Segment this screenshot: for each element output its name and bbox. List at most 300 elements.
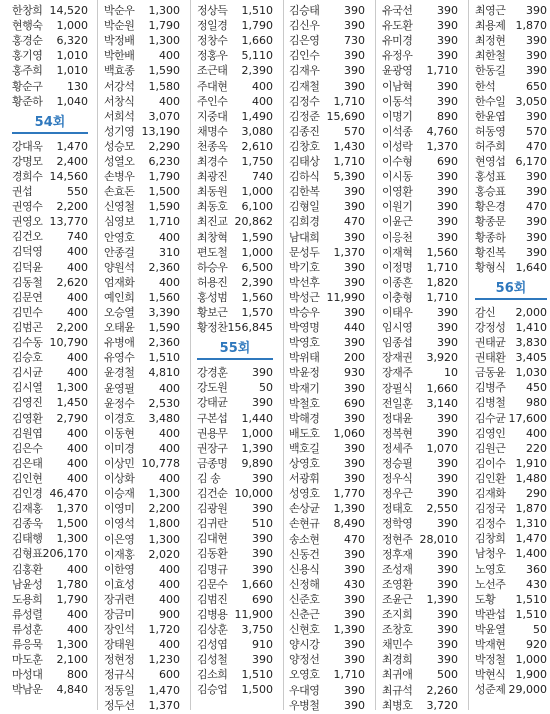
- donation-amount: 740: [67, 230, 88, 244]
- donor-name: 윤정수: [104, 396, 135, 410]
- donor-name: 박관섭: [475, 607, 506, 621]
- donor-name: 강정성: [475, 320, 506, 334]
- donor-name: 금종명: [197, 456, 228, 470]
- donation-amount: 390: [437, 487, 458, 501]
- donation-amount: 3,140: [426, 396, 458, 410]
- donor-name: 박기호: [289, 260, 320, 274]
- donation-amount: 400: [159, 472, 180, 486]
- donor-name: 김인현: [12, 471, 43, 485]
- donation-amount: 400: [67, 366, 88, 380]
- donation-amount: 390: [437, 547, 458, 561]
- donor-name: 김신우: [289, 19, 320, 33]
- donor-name: 손상균: [289, 502, 320, 516]
- donation-amount: 390: [252, 471, 273, 485]
- donation-amount: 1,710: [333, 155, 365, 168]
- donation-amount: 930: [344, 366, 365, 380]
- donor-name: 김수동: [12, 336, 43, 349]
- donor-name: 허주희: [475, 139, 506, 153]
- donation-amount: 1,370: [56, 502, 88, 516]
- donor-name: 김 송: [197, 471, 221, 485]
- donation-amount: 1,390: [426, 592, 458, 606]
- donor-name: 정우식: [382, 472, 413, 486]
- donor-column-1: [12, 0, 88, 710]
- donor-name: 손효돈: [104, 185, 135, 199]
- donor-name: 김정준: [289, 109, 320, 123]
- donor-name: 김건오: [12, 230, 43, 244]
- donor-name: 오승열: [104, 306, 135, 319]
- donor-name: 강명모: [12, 154, 43, 168]
- donation-amount: 390: [526, 64, 547, 78]
- donor-name: 권영수: [12, 200, 43, 214]
- donor-name: 장귀련: [104, 592, 135, 606]
- donor-name: 이재혁: [382, 245, 413, 259]
- donation-amount: 1,300: [56, 638, 88, 651]
- donation-amount: 730: [344, 34, 365, 48]
- donor-name: 조근태: [197, 64, 228, 78]
- donation-amount: 1,790: [148, 170, 180, 184]
- donation-amount: 1,300: [148, 4, 180, 17]
- donation-amount: 390: [437, 653, 458, 667]
- donor-name: 천종옥: [197, 139, 228, 153]
- donor-name: 유도환: [382, 19, 413, 33]
- donation-amount: 1,510: [515, 607, 547, 621]
- donor-column-3: [197, 0, 273, 710]
- donor-name: 하승우: [197, 260, 228, 274]
- donation-amount: 390: [252, 502, 273, 516]
- donor-name: 김영진: [12, 396, 43, 410]
- donation-amount: 400: [526, 426, 547, 440]
- donation-amount: 390: [344, 698, 365, 712]
- donation-amount: 1,000: [56, 19, 88, 33]
- donation-amount: 3,405: [515, 351, 547, 365]
- donor-name: 최한철: [475, 49, 506, 63]
- donor-name: 정현정: [104, 653, 135, 667]
- donation-amount: 910: [252, 638, 273, 651]
- donor-name: 김정수: [289, 94, 320, 108]
- donation-amount: 400: [67, 622, 88, 636]
- donation-amount: 4,840: [56, 683, 88, 697]
- donor-name: 정동일: [104, 683, 135, 697]
- donation-amount: 6,170: [515, 155, 547, 168]
- donation-amount: 1,770: [333, 487, 365, 501]
- donation-amount: 6,100: [241, 200, 273, 214]
- donation-amount: 1,660: [241, 34, 273, 48]
- donation-amount: 390: [252, 547, 273, 561]
- donor-name: 윤경철: [104, 366, 135, 380]
- donor-name: 김병용: [197, 607, 228, 621]
- session-header-title: 56회: [495, 280, 527, 296]
- donor-name: 성준제: [475, 683, 506, 697]
- donation-amount: 1,510: [515, 592, 547, 606]
- donation-amount: 310: [159, 245, 180, 259]
- session-header: [12, 108, 88, 138]
- donor-name: 문성두: [289, 245, 320, 259]
- donor-name: 정승필: [382, 457, 413, 470]
- donation-amount: 400: [67, 456, 88, 470]
- donor-name: 김시균: [12, 366, 43, 380]
- donation-amount: 390: [252, 532, 273, 546]
- donor-name: 김승호: [12, 351, 43, 365]
- donor-name: 한창희: [12, 4, 43, 17]
- donation-amount: 1,490: [241, 109, 273, 123]
- donation-amount: 1,710: [333, 94, 365, 108]
- donation-amount: 1,580: [148, 79, 180, 93]
- donation-amount: 10: [444, 366, 458, 380]
- donor-name: 홍성표: [475, 170, 506, 184]
- donation-amount: 1,000: [241, 185, 273, 199]
- donation-amount: 390: [344, 638, 365, 652]
- donation-amount: 3,830: [515, 336, 547, 349]
- donation-amount: 14,560: [49, 169, 88, 183]
- donation-amount: 1,710: [426, 290, 458, 304]
- donor-row: [289, 697, 365, 714]
- column-divider: [190, 0, 191, 710]
- donation-amount: 390: [437, 34, 458, 48]
- donor-name: 이효성: [104, 577, 135, 591]
- donor-name: 백호길: [289, 441, 320, 455]
- donation-amount: 390: [526, 215, 547, 229]
- donor-name: 김원엽: [12, 426, 43, 440]
- donation-amount: 390: [437, 321, 458, 335]
- donation-amount: 3,390: [148, 306, 180, 319]
- donor-name: 김원근: [475, 441, 506, 455]
- donor-column-6: [475, 0, 547, 710]
- donor-name: 최병호: [382, 698, 413, 712]
- donor-name: 조영환: [382, 577, 413, 591]
- donor-name: 김민수: [12, 305, 43, 319]
- donor-name: 김인경: [12, 487, 43, 500]
- donor-name: 채민수: [382, 638, 413, 652]
- donation-amount: 2,550: [426, 502, 458, 516]
- donor-name: 장필식: [382, 381, 413, 395]
- donor-name: 박철호: [289, 396, 320, 410]
- donation-amount: 1,590: [241, 230, 273, 244]
- donation-amount: 1,300: [56, 532, 88, 546]
- donation-amount: 390: [437, 185, 458, 199]
- donor-name: 김형표: [12, 547, 43, 561]
- donation-amount: 390: [437, 170, 458, 184]
- donation-amount: 390: [526, 49, 547, 63]
- donor-name: 엄재화: [104, 275, 135, 289]
- donor-name: 박윤정: [289, 366, 320, 380]
- donation-amount: 1,300: [56, 381, 88, 395]
- donor-name: 박순원: [104, 19, 135, 33]
- donation-amount: 390: [344, 4, 365, 17]
- donor-name: 성기영: [104, 124, 135, 138]
- donation-amount: 1,430: [333, 139, 365, 153]
- donation-amount: 390: [437, 577, 458, 591]
- donation-amount: 400: [67, 305, 88, 319]
- donation-amount: 1,710: [148, 215, 180, 229]
- donation-amount: 390: [437, 200, 458, 214]
- donor-name: 마성대: [12, 668, 43, 682]
- donation-amount: 3,480: [148, 411, 180, 425]
- donor-name: 성열오: [104, 155, 135, 168]
- donation-amount: 690: [344, 396, 365, 410]
- donation-amount: 390: [344, 683, 365, 697]
- donation-amount: 1,560: [241, 290, 273, 304]
- donation-amount: 2,620: [56, 275, 88, 289]
- donation-amount: 1,470: [56, 139, 88, 153]
- donation-amount: 17,600: [508, 411, 547, 425]
- donor-name: 남윤성: [12, 577, 43, 591]
- donation-amount: 390: [344, 381, 365, 395]
- donor-name: 성영호: [289, 487, 320, 501]
- donation-amount: 2,200: [56, 320, 88, 334]
- donor-name: 정우근: [382, 487, 413, 501]
- donation-amount: 570: [344, 124, 365, 138]
- donation-amount: 1,300: [148, 34, 180, 48]
- donation-amount: 1,780: [56, 577, 88, 591]
- donor-name: 김병주: [475, 381, 506, 395]
- donation-amount: 1,390: [241, 441, 273, 455]
- donor-name: 조창호: [382, 623, 413, 637]
- donation-amount: 400: [159, 562, 180, 576]
- donation-amount: 390: [437, 79, 458, 93]
- donor-name: 이경호: [104, 411, 135, 425]
- donation-amount: 1,450: [56, 396, 88, 410]
- donor-name: 오태윤: [104, 321, 135, 335]
- donor-name: 허동영: [475, 124, 506, 138]
- donor-name: 조성재: [382, 562, 413, 576]
- donor-name: 이윤근: [382, 215, 413, 229]
- donation-amount: 1,870: [515, 19, 547, 33]
- donor-name: 김병철: [475, 396, 506, 410]
- donor-name: 허용진: [197, 275, 228, 289]
- donor-name: 이은영: [104, 532, 135, 546]
- donor-name: 정창수: [197, 34, 228, 48]
- donor-name: 김재철: [289, 79, 320, 93]
- donation-amount: 3,050: [515, 94, 547, 108]
- donation-amount: 10,778: [141, 457, 180, 470]
- donor-name: 신정해: [289, 577, 320, 591]
- column-divider: [375, 0, 376, 710]
- donation-amount: 390: [437, 426, 458, 440]
- donor-name: 감신: [475, 305, 496, 319]
- donor-name: 박승우: [289, 306, 320, 319]
- donation-amount: 470: [344, 215, 365, 229]
- donation-amount: 390: [344, 200, 365, 214]
- session-header: [475, 274, 547, 304]
- donor-name: 권영오: [12, 215, 43, 229]
- donation-amount: 800: [67, 668, 88, 682]
- donation-amount: 1,590: [148, 64, 180, 78]
- donor-name: 황형식: [475, 260, 506, 274]
- donation-amount: 1,010: [56, 49, 88, 63]
- donation-amount: 390: [526, 4, 547, 17]
- donor-name: 지중대: [197, 109, 228, 123]
- donation-amount: 1,440: [241, 411, 273, 425]
- donor-name: 이시동: [382, 170, 413, 184]
- donor-name: 이영미: [104, 502, 135, 516]
- donor-column-4: [289, 0, 365, 710]
- donation-amount: 1,500: [241, 683, 273, 697]
- donation-amount: 1,790: [148, 19, 180, 33]
- donation-amount: 5,390: [333, 170, 365, 184]
- donation-amount: 1,470: [515, 532, 547, 546]
- donation-amount: 1,910: [515, 456, 547, 470]
- donation-amount: 390: [526, 245, 547, 259]
- donation-amount: 1,500: [148, 185, 180, 199]
- donor-name: 김종욱: [12, 517, 43, 531]
- donor-column-2: [104, 0, 180, 710]
- donor-name: 최진교: [197, 215, 228, 229]
- donor-name: 김은태: [12, 456, 43, 470]
- donation-amount: 2,360: [148, 336, 180, 350]
- donor-name: 장재권: [382, 351, 413, 365]
- donor-name: 김동환: [197, 547, 228, 561]
- donation-amount: 3,750: [241, 622, 273, 636]
- donor-name: 양원석: [104, 260, 135, 274]
- donation-amount: 400: [67, 607, 88, 621]
- donor-name: 박남운: [12, 683, 43, 697]
- donation-amount: 13,190: [141, 124, 180, 138]
- donor-name: 최경희: [382, 653, 413, 667]
- donation-amount: 2,200: [56, 200, 88, 214]
- donation-amount: 390: [437, 19, 458, 33]
- donation-amount: 390: [437, 472, 458, 486]
- donor-name: 장인석: [104, 623, 135, 637]
- donor-name: 김정수: [475, 517, 506, 531]
- donor-name: 이승재: [104, 487, 135, 501]
- donor-name: 최영근: [475, 4, 506, 17]
- donor-name: 서광휘: [289, 472, 320, 486]
- donor-name: 박영명: [289, 321, 320, 335]
- donation-amount: 4,760: [426, 124, 458, 138]
- donor-name: 김영환: [12, 411, 43, 425]
- donor-name: 구본섭: [197, 411, 228, 425]
- donor-name: 도용희: [12, 592, 43, 606]
- donor-name: 권태환: [475, 351, 506, 365]
- donor-name: 정복현: [382, 426, 413, 440]
- session-header-title: 54회: [34, 114, 66, 130]
- donation-amount: 390: [526, 230, 547, 244]
- donor-name: 김인환: [475, 471, 506, 485]
- donation-amount: 390: [437, 562, 458, 576]
- donation-amount: 400: [67, 471, 88, 485]
- donor-name: 최경수: [197, 155, 228, 168]
- donor-name: 최창혁: [197, 230, 228, 244]
- donation-amount: 3,720: [426, 698, 458, 712]
- donor-name: 정규식: [104, 668, 135, 682]
- donation-amount: 3,080: [241, 124, 273, 138]
- donor-name: 홍성범: [197, 290, 228, 304]
- donor-name: 이원기: [382, 200, 413, 214]
- donation-amount: 600: [159, 668, 180, 682]
- donation-amount: 200: [344, 351, 365, 365]
- donor-name: 박재기: [289, 381, 320, 395]
- donation-amount: 510: [252, 517, 273, 531]
- donation-amount: 1,560: [148, 290, 180, 304]
- session-header-rule: [197, 358, 273, 360]
- donor-name: 홍승표: [475, 185, 506, 199]
- donor-name: 김태상: [289, 155, 320, 168]
- donation-amount: 390: [437, 336, 458, 350]
- donor-name: 한동길: [475, 64, 506, 78]
- donor-name: 최귀애: [382, 668, 413, 682]
- donor-name: 김대현: [197, 532, 228, 546]
- donor-name: 박현식: [475, 668, 506, 682]
- donor-name: 백효종: [104, 64, 135, 78]
- donation-amount: 390: [437, 230, 458, 244]
- donor-name: 주대현: [197, 79, 228, 93]
- donor-name: 조윤근: [382, 592, 413, 606]
- donation-amount: 400: [159, 49, 180, 63]
- donation-amount: 390: [437, 411, 458, 425]
- session-header: [197, 334, 273, 364]
- donation-amount: 1,500: [56, 517, 88, 531]
- donor-name: 박영호: [289, 336, 320, 350]
- donor-row: [382, 697, 458, 714]
- donor-name: 이동석: [382, 94, 413, 108]
- donation-amount: 390: [526, 170, 547, 184]
- donation-amount: 390: [344, 275, 365, 289]
- donor-name: 김은수: [12, 441, 43, 455]
- donor-name: 최용제: [475, 19, 506, 33]
- donor-name: 황은경: [475, 200, 506, 214]
- donation-amount: 1,710: [333, 668, 365, 682]
- donor-name: 이상민: [104, 457, 135, 470]
- donor-name: 김홍환: [12, 562, 43, 576]
- donation-amount: 920: [526, 638, 547, 651]
- donation-amount: 1,010: [56, 64, 88, 78]
- donation-amount: 390: [252, 653, 273, 667]
- donor-name: 이남혁: [382, 79, 413, 93]
- donation-amount: 4,810: [148, 366, 180, 380]
- donor-name: 김범진: [197, 592, 228, 606]
- donation-amount: 1,000: [241, 426, 273, 440]
- donation-amount: 1,790: [241, 19, 273, 33]
- donor-name: 김은영: [289, 34, 320, 48]
- donor-name: 이미경: [104, 441, 135, 455]
- donor-name: 박재현: [475, 638, 506, 651]
- donor-name: 홍주희: [12, 64, 43, 78]
- donor-name: 정두선: [104, 698, 135, 712]
- donor-name: 김하식: [289, 170, 320, 184]
- donation-amount: 1,300: [148, 532, 180, 546]
- donor-name: 정대윤: [382, 411, 413, 425]
- donation-amount: 2,000: [515, 305, 547, 319]
- donation-amount: 390: [344, 653, 365, 667]
- donation-amount: 400: [159, 441, 180, 455]
- donation-amount: 13,770: [49, 215, 88, 229]
- donor-name: 김승태: [289, 4, 320, 17]
- donor-name: 이상화: [104, 472, 135, 486]
- donor-name: 김문연: [12, 290, 43, 304]
- donor-name: 이석종: [382, 124, 413, 138]
- donor-name: 이명기: [382, 109, 413, 123]
- donor-name: 김동철: [12, 275, 43, 289]
- donation-amount: 6,500: [241, 260, 273, 274]
- donor-name: 황종하: [475, 230, 506, 244]
- donor-row: [197, 681, 273, 698]
- donation-amount: 50: [259, 381, 273, 395]
- donor-name: 김창호: [289, 139, 320, 153]
- donation-amount: 390: [437, 306, 458, 319]
- donor-name: 류성훈: [12, 622, 43, 636]
- donor-name: 서희석: [104, 109, 135, 123]
- donation-amount: 2,530: [148, 396, 180, 410]
- donation-amount: 430: [344, 577, 365, 591]
- donor-name: 심영보: [104, 215, 135, 229]
- donor-name: 이동현: [104, 426, 135, 440]
- donation-amount: 470: [526, 200, 547, 214]
- donation-amount: 390: [437, 638, 458, 652]
- donor-name: 황정찬: [197, 321, 228, 335]
- donor-name: 김승업: [197, 683, 228, 697]
- donor-name: 황준하: [12, 94, 43, 108]
- donation-amount: 3,920: [426, 351, 458, 365]
